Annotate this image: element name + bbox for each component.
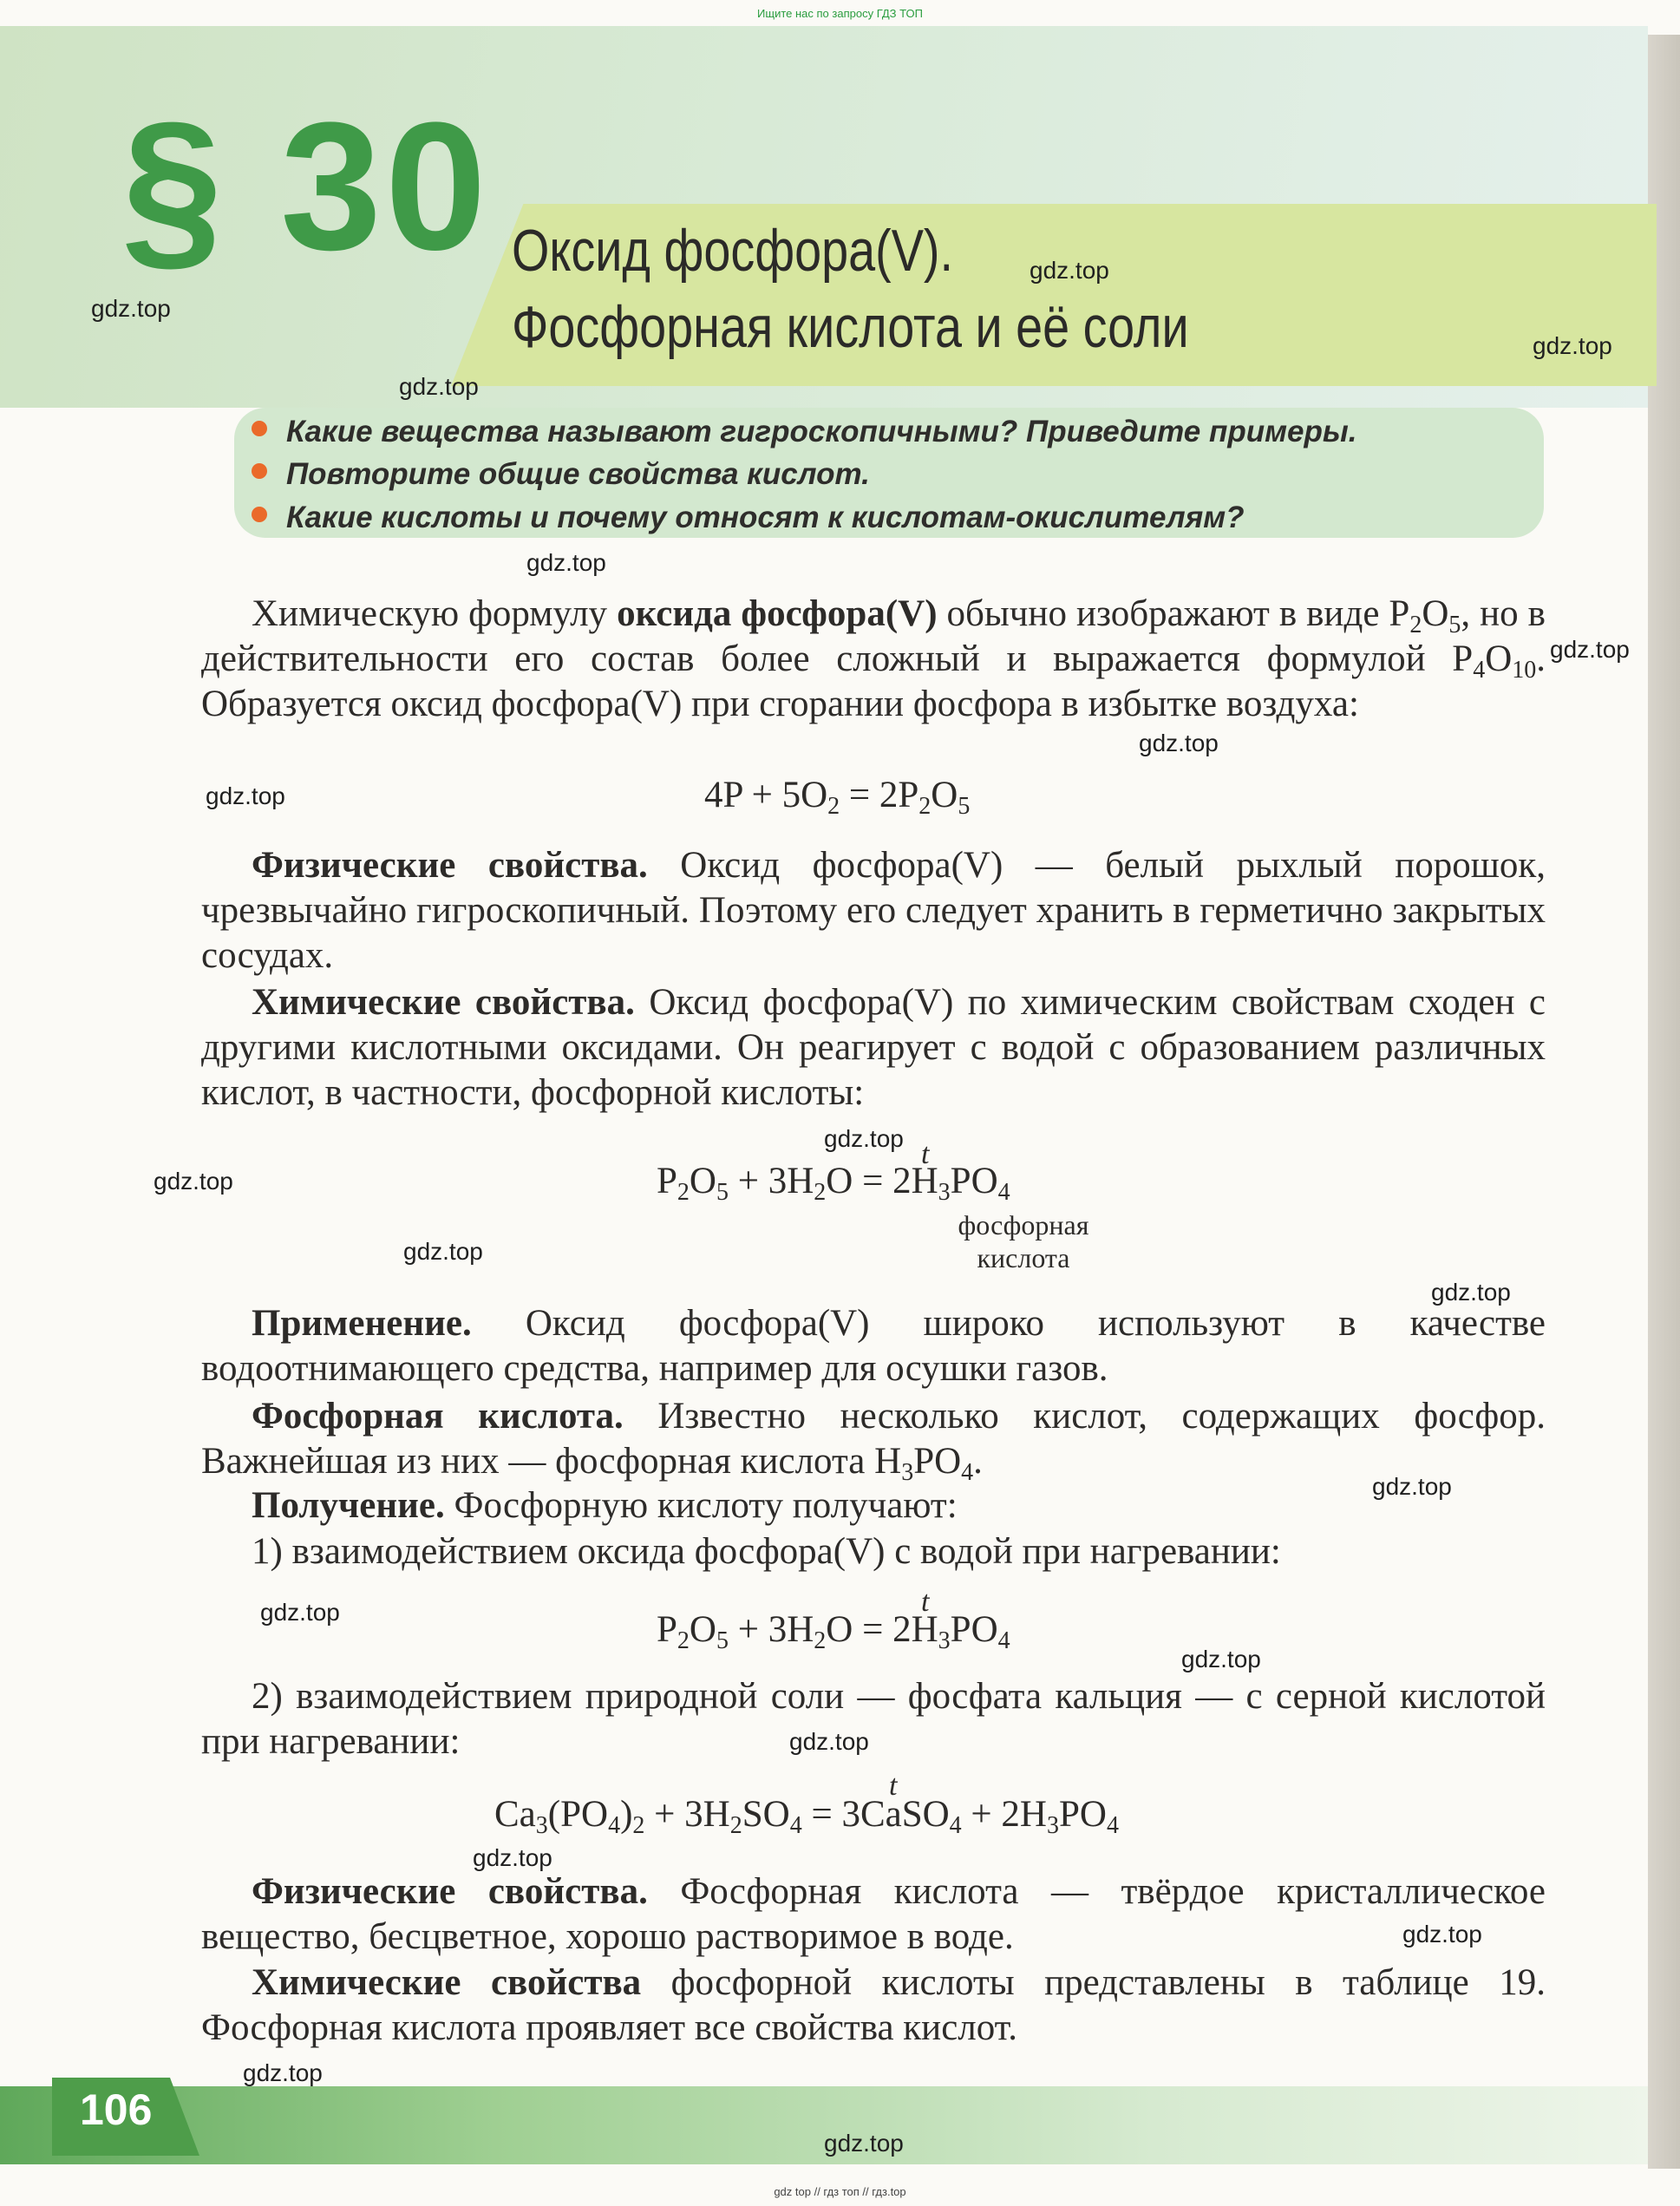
paragraph-application: Применение. Оксид фосфора(V) широко используют в качестве водоотнимающего средства, например для осушки газов. <box>201 1303 1546 1389</box>
paragraph-method-2: 2) взаимодействием природной соли — фосфата кальция — с серной кислотой при нагревании: <box>201 1676 1546 1762</box>
question-item: Повторите общие свойства кислот. <box>252 457 870 492</box>
equation-combustion: $4P + 5O_2 = 2P_2O_5$ <box>704 775 971 820</box>
watermark: gdz.top <box>206 782 285 809</box>
paragraph-chemical-acid: Химические свойства фосфорной кислоты представлены в таблице 19. Фосфорная кислота проявляет все свойства кислот. <box>201 1962 1546 2048</box>
watermark: gdz.top <box>1533 332 1612 359</box>
bottom-note: gdz top // гдз топ // гдз.top <box>774 2185 906 2198</box>
watermark: gdz.top <box>1372 1473 1452 1500</box>
watermark: gdz.top <box>1550 636 1630 663</box>
watermark: gdz.top <box>1402 1921 1482 1947</box>
section-title-line2: Фосфорная кислота и её соли <box>512 294 1189 360</box>
section-number: § 30 <box>121 84 490 288</box>
top-note: Ищите нас по запросу ГДЗ ТОП <box>757 7 923 20</box>
bullet-icon <box>252 507 267 522</box>
temperature-mark: t <box>889 1770 898 1802</box>
paragraph-intro: Химическую формулу оксида фосфора(V) обычно изображают в виде $P_2O_5$, но в действительности его состав более сложный и выражается формулой $P_4O_{10}$. Образуется оксид фосфора(V) при сгорании фосфора в избытке воздуха: <box>201 593 1546 724</box>
temperature-mark: t <box>921 1138 930 1170</box>
watermark: gdz.top <box>1139 730 1219 756</box>
watermark: gdz.top <box>154 1168 233 1195</box>
question-item: Какие вещества называют гигроскопичными? Приведите примеры. <box>252 415 1356 449</box>
temperature-mark: t <box>921 1586 930 1618</box>
paragraph-physical-acid: Физические свойства. Фосфорная кислота — твёрдое кристаллическое вещество, бесцветное, хорошо растворимое в воде. <box>201 1871 1546 1957</box>
page-number: 106 <box>80 2085 153 2134</box>
paragraph-chemical-oxide: Химические свойства. Оксид фосфора(V) по химическим свойствам сходен с другими кислотными оксидами. Он реагирует с водой с образованием различных кислот, в частности, фосфорной кислоты: <box>201 982 1546 1113</box>
watermark: gdz.top <box>1431 1279 1511 1306</box>
question-item: Какие кислоты и почему относят к кислотам-окислителям? <box>252 501 1245 535</box>
bullet-icon <box>252 421 267 436</box>
watermark: gdz.top <box>399 373 479 400</box>
equation-acid-from-phosphate: $Ca_3(PO_4)_2 + 3H_2SO_4$ = 3CaSO$_4$ + $2H_3PO_4$ <box>494 1794 1119 1839</box>
watermark: gdz.top <box>824 2130 904 2157</box>
paragraph-method-1: 1) взаимодействием оксида фосфора(V) с водой при нагревании: <box>252 1531 1281 1572</box>
paragraph-production: Получение. Фосфорную кислоту получают: <box>252 1485 958 1526</box>
watermark: gdz.top <box>526 549 606 576</box>
watermark: gdz.top <box>473 1844 552 1871</box>
watermark: gdz.top <box>824 1125 904 1152</box>
equation-acid-from-oxide: $P_2O_5 + 3H_2O = 2H_3PO_4$ <box>657 1609 1010 1654</box>
equation-oxide-water: $P_2O_5 + 3H_2O = 2H_3PO_4$ <box>657 1161 1010 1206</box>
watermark: gdz.top <box>403 1238 483 1265</box>
section-title-line1: Оксид фосфора(V). <box>512 218 953 284</box>
watermark: gdz.top <box>1181 1646 1261 1673</box>
equation-caption: фосфорная кислота <box>958 1209 1089 1273</box>
bullet-icon <box>252 463 267 479</box>
watermark: gdz.top <box>1030 257 1109 284</box>
watermark: gdz.top <box>243 2059 323 2086</box>
watermark: gdz.top <box>91 295 171 322</box>
watermark: gdz.top <box>789 1728 869 1755</box>
watermark: gdz.top <box>260 1599 340 1626</box>
paragraph-phosphoric-acid: Фосфорная кислота. Известно несколько кислот, содержащих фосфор. Важнейшая из них — фосфорная кислота $H_3PO_4$. <box>201 1396 1546 1486</box>
paragraph-physical-oxide: Физические свойства. Оксид фосфора(V) — белый рыхлый порошок, чрезвычайно гигроскопичный. Поэтому его следует хранить в герметично закрытых сосудах. <box>201 845 1546 976</box>
